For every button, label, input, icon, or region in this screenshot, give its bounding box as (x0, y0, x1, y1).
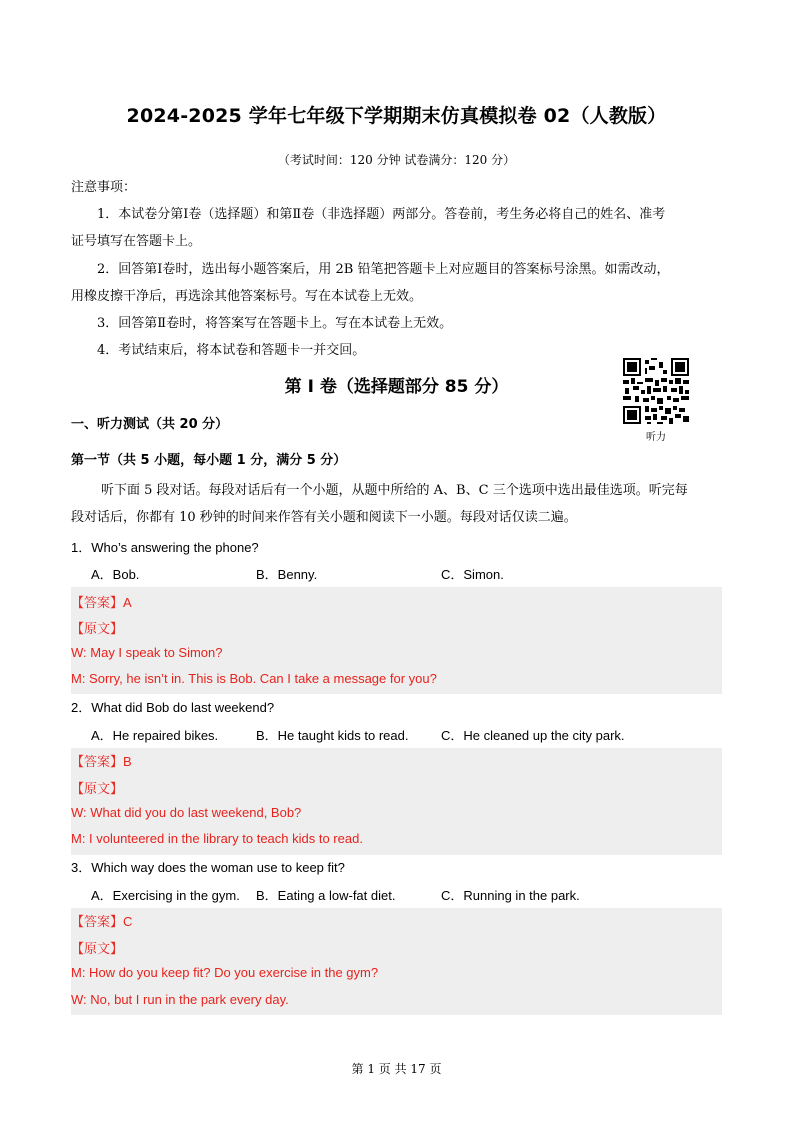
section-title: 第 I 卷（选择题部分 85 分） (284, 377, 509, 397)
question-3-script-line-1: M: How do you keep fit? Do you exercise in the gym? (71, 965, 379, 980)
question-1-option-a: A．Bob. (91, 567, 140, 582)
question-3-answer: 【答案】C (71, 914, 133, 929)
notice-item-2: 2．回答第Ⅰ卷时，选出每小题答案后，用 2B 铅笔把答题卡上对应题目的答案标号涂黑。如需改动， (97, 262, 670, 277)
question-2-option-a: A．He repaired bikes. (91, 728, 219, 743)
question-1-answer: 【答案】A (71, 595, 132, 610)
question-2-script-line-1: W: What did you do last weekend, Bob? (71, 805, 302, 820)
notice-item-1: 1．本试卷分第Ⅰ卷（选择题）和第Ⅱ卷（非选择题）两部分。答卷前，考生务必将自己的姓名、准考 (97, 207, 666, 222)
question-1-option-c: C．Simon. (441, 567, 504, 582)
question-2-option-c: C．He cleaned up the city park. (441, 728, 625, 743)
qr-caption: 听力 (646, 432, 666, 443)
notice-heading: 注意事项： (71, 180, 137, 195)
question-3-stem: 3．Which way does the woman use to keep fit? (71, 860, 345, 875)
question-1-stem: 1．Who’s answering the phone? (71, 540, 259, 555)
question-2-option-b: B．He taught kids to read. (256, 728, 409, 743)
notice-item-2-cont: 用橡皮擦干净后，再选涂其他答案标号。写在本试卷上无效。 (71, 289, 423, 304)
instructions-line-1: 听下面 5 段对话。每段对话后有一个小题，从题中所给的 A、B、C 三个选项中选出最佳选项。听完每 (101, 483, 688, 498)
question-2-answer: 【答案】B (71, 754, 132, 769)
question-1-script-label: 【原文】 (71, 621, 124, 636)
instructions-line-2: 段对话后，你都有 10 秒钟的时间来作答有关小题和阅读下一小题。每段对话仅读二遍。 (71, 510, 577, 525)
exam-info: （考试时间：120 分钟 试卷满分：120 分） (277, 153, 516, 167)
page-title: 2024-2025 学年七年级下学期期末仿真模拟卷 02（人教版） (126, 105, 667, 127)
question-2-script-line-2: M: I volunteered in the library to teach kids to read. (71, 831, 363, 846)
notice-item-4: 4．考试结束后，将本试卷和答题卡一并交回。 (97, 343, 366, 358)
page-number: 第 1 页 共 17 页 (351, 1062, 442, 1076)
part-title: 一、听力测试（共 20 分） (71, 417, 229, 432)
question-3-option-c: C．Running in the park. (441, 888, 580, 903)
qr-code-icon (623, 358, 689, 424)
question-1-script-line-1: W: May I speak to Simon? (71, 645, 223, 660)
question-1-option-b: B．Benny. (256, 567, 318, 582)
question-1-script-line-2: M: Sorry, he isn’t in. This is Bob. Can I take a message for you? (71, 671, 437, 686)
question-2-script-label: 【原文】 (71, 781, 124, 796)
question-3-option-a: A．Exercising in the gym. (91, 888, 240, 903)
subpart-title: 第一节（共 5 小题，每小题 1 分，满分 5 分） (71, 453, 347, 468)
question-3-script-line-2: W: No, but I run in the park every day. (71, 992, 289, 1007)
notice-item-1-cont: 证号填写在答题卡上。 (71, 234, 202, 249)
notice-item-3: 3．回答第Ⅱ卷时，将答案写在答题卡上。写在本试卷上无效。 (97, 316, 453, 331)
question-3-option-b: B．Eating a low-fat diet. (256, 888, 396, 903)
question-3-script-label: 【原文】 (71, 941, 124, 956)
question-2-stem: 2．What did Bob do last weekend? (71, 700, 275, 715)
